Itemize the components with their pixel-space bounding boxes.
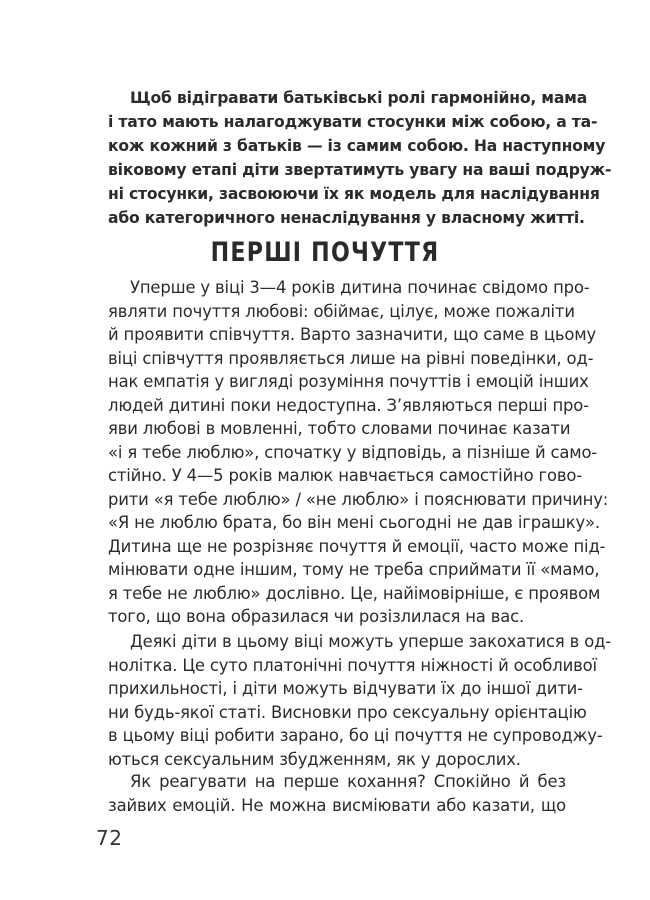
paragraph-line: являти почуття любові: обіймає, цілує, може пожаліти [108,301,575,321]
section-heading: ПЕРШІ ПОЧУТТЯ [210,237,440,268]
paragraph-line: нак емпатія у вигляді розуміння почуттів і емоцій інших [108,372,589,391]
paragraph-line: ються сексуальним збудженням, як у дорослих. [108,749,521,769]
intro-line: і тато мають налагоджувати стосунки між собою, а та- [108,113,598,131]
intro-line: кож кожний з батьків — із самим собою. На наступному [108,137,606,155]
paragraph-line: яви любові в мовленні, тобто словами починає казати [108,419,571,438]
paragraph-line: ни будь-якої статі. Висновки про сексуальну орієнтацію [108,702,587,722]
paragraph-line: я тебе не люблю» дослівно. Це, найімовірніше, є проявом [108,583,601,603]
paragraph-line: рити «я тебе люблю» / «не люблю» і пояснювати причину: [108,489,609,509]
paragraph-line: прихильності, і діти можуть відчувати їх до іншої дити- [108,679,583,698]
paragraph-line: Як реагувати на перше кохання? Спокійно й без [130,772,566,791]
paragraph-line: зайвих емоцій. Не можна висміювати або казати, що [108,795,566,815]
paragraph-line: мінювати одне іншим, тому не треба сприймати її «мамо, [108,560,600,579]
paragraph-line: й проявити співчуття. Варто зазначити, що саме в цьому [108,325,597,344]
paragraph-line: в цьому віці робити зарано, бо ці почуття не супроводжу- [108,726,603,745]
paragraph-line: Деякі діти в цьому віці можуть уперше закохатися в од- [130,632,612,651]
intro-line: ні стосунки, засвоюючи їх як модель для наслідування [108,185,600,203]
body-paragraph [108,770,566,817]
paragraph-line: «Я не люблю брата, бо він мені сьогодні не дав іграшку». [108,513,600,532]
paragraph-line: нолітка. Це суто платонічні почуття ніжності й особливої [108,655,597,675]
paragraph-line: «і я тебе люблю», спочатку у відповідь, а пізніше й само- [108,442,598,462]
body-paragraph [108,630,612,771]
paragraph-line: людей дитині поки недоступна. З’являються перші про- [108,395,589,415]
paragraph-line: Дитина ще не розрізняє почуття й емоції, часто може під- [108,536,606,556]
paragraph-line: того, що вона образилася чи розізлилася на вас. [108,607,525,626]
paragraph-line: віці співчуття проявляється лише на рівні поведінки, од- [108,348,594,368]
intro-line: Щоб відігравати батьківські ролі гармонійно, мама [130,89,588,107]
page-number: 72 [96,826,123,850]
paragraph-line: Уперше у віці 3—4 років дитина починає свідомо про- [130,278,590,297]
intro-line: віковому етапі діти звертатимуть увагу на ваші подруж- [108,161,612,179]
intro-paragraph [108,86,612,230]
body-paragraph [108,276,609,629]
paragraph-line: стійно. У 4—5 років малюк навчається самостійно гово- [108,466,583,485]
intro-line: або категоричного ненаслідування у власному житті. [108,209,585,227]
